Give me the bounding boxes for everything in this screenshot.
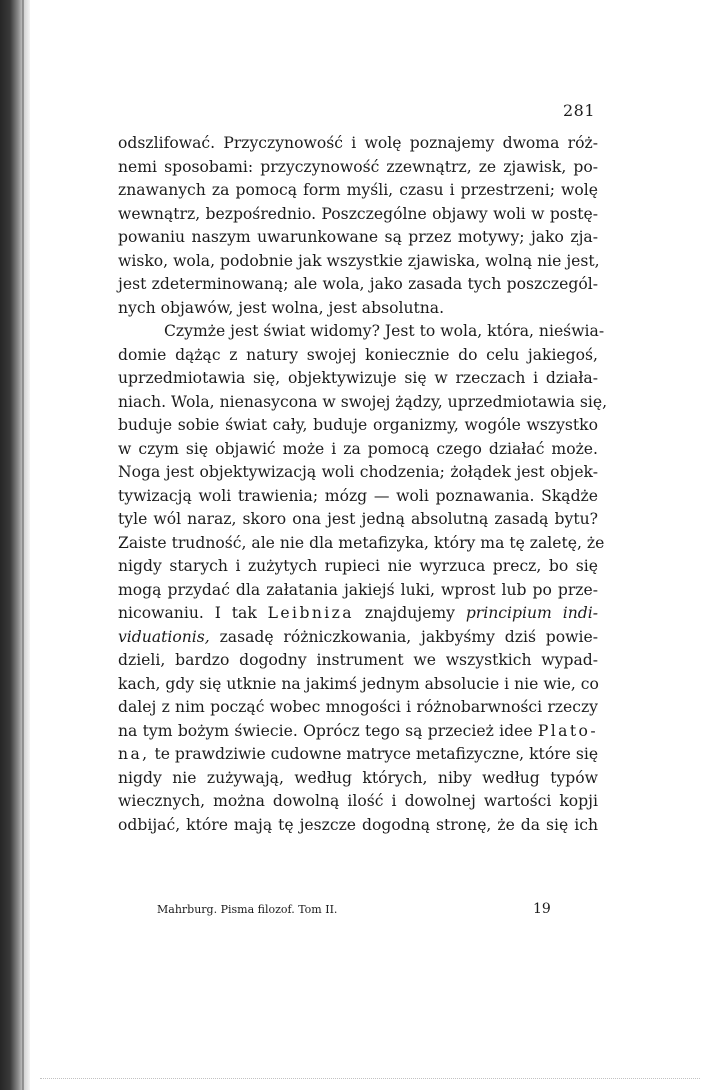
text-line: domie dążąc z natury swojej koniecznie do celu jakiegoś, xyxy=(118,345,598,364)
text-line: odbijać, które mają tę jeszcze dogodną stronę, że da się ich xyxy=(118,815,598,834)
text-line: znawanych za pomocą form myśli, czasu i przestrzeni; wolę xyxy=(118,181,598,199)
name-platona: Plato- xyxy=(537,721,598,740)
text-line: mogą przydać dla załatania jakiejś luki, wprost lub po prze- xyxy=(118,580,598,599)
name-leibniza: Leibniza xyxy=(267,604,354,622)
text-line: kach, gdy się utknie na jakimś jednym absolucie i nie wie, co xyxy=(118,674,599,693)
text-line: nych objawów, jest wolna, jest absolutna. xyxy=(118,298,445,317)
text-line: Czymże jest świat widomy? Jest to wola, która, nieświa- xyxy=(164,322,605,340)
line-segment: zasadę różniczkowania, jakbyśmy dziś powie- xyxy=(219,627,598,646)
text-line: nigdy nie zużywają, według których, niby według typów xyxy=(118,768,598,787)
text-line: uprzedmiotawia się, objektywizuje się w rzeczach i działa- xyxy=(118,369,598,387)
text-line xyxy=(118,602,598,626)
text-line: tyle wól naraz, skoro ona jest jedną absolutną zasadą bytu? xyxy=(118,510,598,528)
line-segment: znajdujemy xyxy=(364,604,455,622)
footer-signature-note: Mahrburg. Pisma filozof. Tom II. xyxy=(157,903,338,916)
line-segment: na tym bożym świecie. Oprócz tego są przecież idee xyxy=(118,721,533,740)
page-number: 281 xyxy=(563,101,596,120)
line-segment: nicowaniu. I tak xyxy=(118,604,257,622)
text-line: wewnątrz, bezpośrednio. Poszczególne objawy woli w postę- xyxy=(118,204,598,223)
text-line: wiecznych, można dowolną ilość i dowolnej wartości kopji xyxy=(118,792,598,810)
text-line: powaniu naszym uwarunkowane są przez motywy; jako zja- xyxy=(118,228,598,246)
text-line: tywizacją woli trawienia; mózg — woli poznawania. Skądże xyxy=(118,486,598,505)
latin-term: principium indi- xyxy=(465,604,598,622)
text-line: nemi sposobami: przyczynowość zzewnątrz, ze zjawisk, po- xyxy=(118,157,598,176)
binding-shadow-line xyxy=(22,0,24,1090)
text-line: odszlifować. Przyczynowość i wolę poznajemy dwoma róż- xyxy=(118,134,598,152)
text-line: Noga jest objektywizacją woli chodzenia; żołądek jest objek- xyxy=(118,463,598,481)
text-line: wisko, wola, podobnie jak wszystkie zjawiska, wolną nie jest, xyxy=(118,251,600,270)
latin-term: viduationis, xyxy=(118,627,210,646)
footer-sheet-number: 19 xyxy=(533,901,551,917)
text-line: niach. Wola, nienasycona w swojej żądzy, uprzedmiotawia się, xyxy=(118,392,608,411)
text-line: dalej z nim począć wobec mnogości i różnobarwności rzeczy xyxy=(118,698,598,716)
text-line xyxy=(118,720,598,744)
name-platona: na, xyxy=(118,745,150,763)
bottom-edge-speckle xyxy=(40,1078,700,1081)
text-line: Zaiste trudność, ale nie dla metafizyka, który ma tę zaletę, że xyxy=(118,533,605,552)
line-segment: te prawdziwie cudowne matryce metafizyczne, które się xyxy=(154,745,599,763)
text-line xyxy=(118,626,598,650)
text-line: w czym się objawić może i za pomocą czego działać może. xyxy=(118,439,598,458)
text-line: jest zdeterminowaną; ale wola, jako zasada tych poszczegól- xyxy=(118,275,598,293)
text-line: nigdy starych i zużytych rupieci nie wyrzuca precz, bo się xyxy=(118,557,598,575)
page-text-block xyxy=(118,132,608,837)
text-line: buduje sobie świat cały, buduje organizmy, wogóle wszystko xyxy=(118,416,598,434)
book-binding-edge xyxy=(0,0,30,1090)
text-line xyxy=(118,743,598,767)
text-line: dzieli, bardzo dogodny instrument we wszystkich wypad- xyxy=(118,651,598,669)
